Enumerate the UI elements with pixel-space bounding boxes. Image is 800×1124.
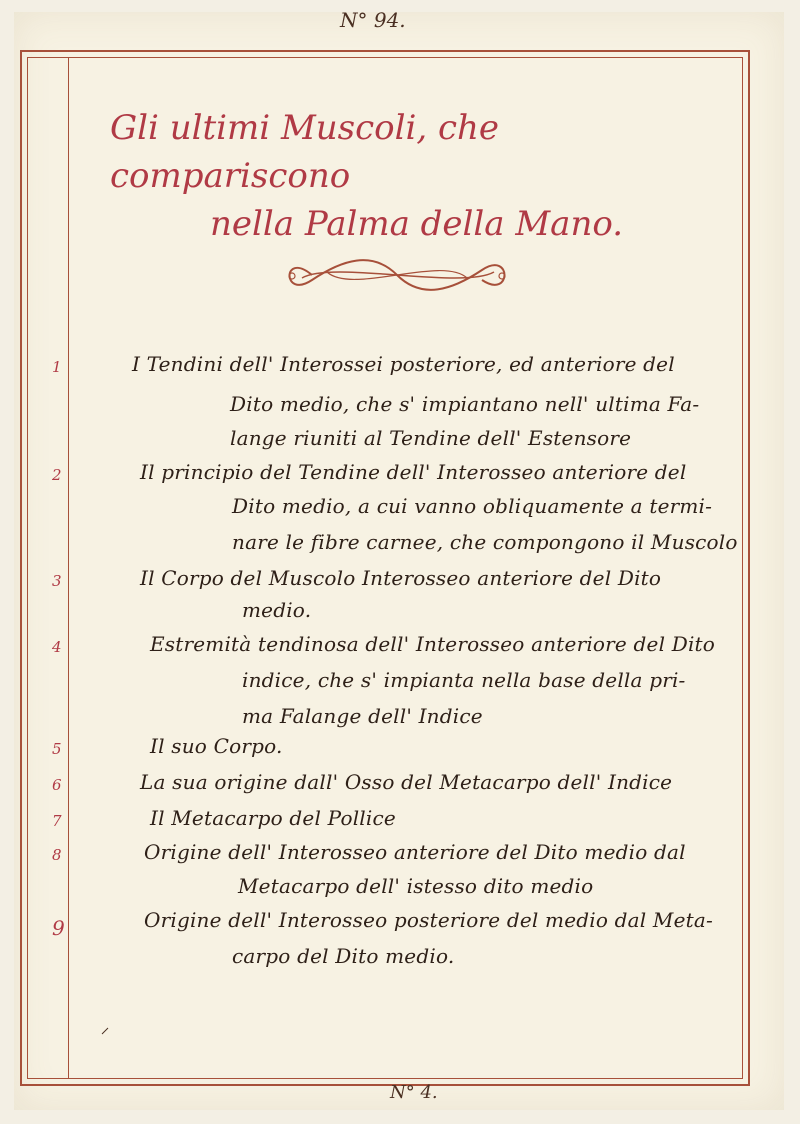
entry-line: I Tendini dell' Interossei posteriore, ed anteriore del	[132, 352, 675, 376]
entry-line: Dito medio, a cui vanno obliquamente a termi-	[232, 494, 713, 518]
entry-line: carpo del Dito medio.	[232, 944, 455, 968]
entry-line: Il suo Corpo.	[150, 734, 283, 758]
entry-number: 4	[52, 638, 62, 656]
entry-number: 7	[52, 812, 62, 830]
entry-number: 8	[52, 846, 62, 864]
entry-number: 9	[52, 916, 65, 940]
entry-line: lange riuniti al Tendine dell' Estensore	[230, 426, 632, 450]
entry-line: Origine dell' Interosseo posteriore del medio dal Meta-	[144, 908, 713, 932]
entry-number: 5	[52, 740, 62, 758]
entry-line: Origine dell' Interosseo anteriore del Dito medio dal	[144, 840, 686, 864]
entry-line: nare le fibre carnee, che compongono il Muscolo	[232, 530, 738, 554]
entry-line: indice, che s' impianta nella base della pri-	[242, 668, 686, 692]
entry-line: Estremità tendinosa dell' Interosseo anteriore del Dito	[150, 632, 716, 656]
entry-number: 1	[52, 358, 62, 376]
entry-number: 3	[52, 572, 62, 590]
entry-number: 2	[52, 466, 62, 484]
entry-line: medio.	[242, 598, 312, 622]
entry-line: Il Metacarpo del Pollice	[150, 806, 396, 830]
ink-mark	[100, 1026, 110, 1036]
title-line-1: Gli ultimi Muscoli, che compariscono	[110, 108, 500, 196]
entry-line: Metacarpo dell' istesso dito medio	[238, 874, 594, 898]
folio-number-bottom: N° 4.	[390, 1082, 438, 1103]
entry-line: La sua origine dall' Osso del Metacarpo dell' Indice	[140, 770, 673, 794]
folio-number-top: N° 94.	[340, 8, 406, 32]
title-line-2: nella Palma della Mano.	[210, 204, 624, 244]
entry-line: Il principio del Tendine dell' Interosseo anteriore del	[140, 460, 687, 484]
page-title	[110, 104, 730, 248]
entry-line: Dito medio, che s' impiantano nell' ultima Fa-	[230, 392, 700, 416]
entry-line: ma Falange dell' Indice	[242, 704, 483, 728]
calligraphic-flourish	[272, 240, 522, 310]
entry-number: 6	[52, 776, 62, 794]
entry-line: Il Corpo del Muscolo Interosseo anteriore del Dito	[140, 566, 662, 590]
